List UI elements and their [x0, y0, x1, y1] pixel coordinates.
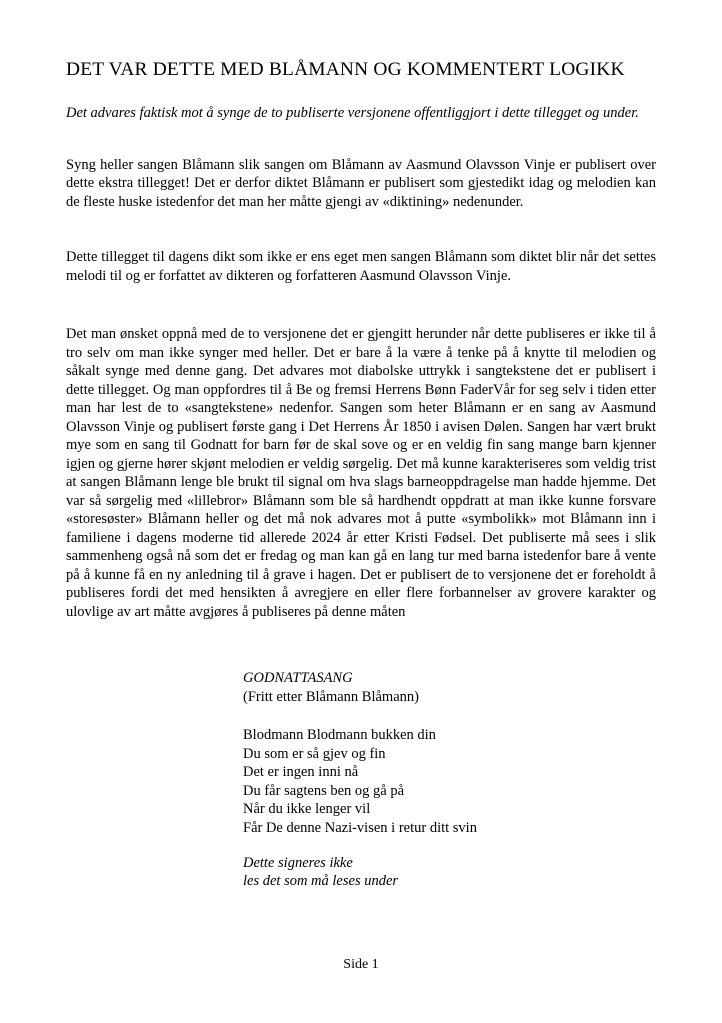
page-number: Side 1: [343, 957, 379, 972]
verse-line: Du får sagtens ben og gå på: [243, 782, 405, 799]
poem-block: [243, 669, 656, 891]
verse-line: Når du ikke lenger vil: [243, 801, 371, 818]
verse-line: Det er ingen inni nå: [243, 764, 359, 781]
poem-attribution: (Fritt etter Blåmann Blåmann): [243, 688, 419, 705]
poem-heading: GODNATTASANG: [243, 670, 353, 686]
body-paragraph-2: Dette tillegget til dagens dikt som ikke er ens eget men sangen Blåmann som diktet blir når det settes melodi til og er forfattet av dikteren og forfatteren Aasmund Olavsson Vinje.: [66, 249, 656, 284]
verse-line: Du som er så gjev og fin: [243, 745, 386, 762]
document-subtitle: Det advares faktisk mot å synge de to publiserte versjonene offentliggjort i dette tillegget og under.: [66, 105, 639, 121]
verse-line: Får De denne Nazi-visen i retur ditt svin: [243, 819, 477, 836]
closing-line: les det som må leses under: [243, 873, 399, 890]
document-content: [66, 0, 656, 891]
closing-line: Dette signeres ikke: [243, 854, 353, 871]
body-paragraph-3: Det man ønsket oppnå med de to versjonene det er gjengitt herunder når dette publiseres er ikke til å tro selv om man ikke synger med heller. Det er bare å la være å tenke på å knytte til melodien og såkalt synge med denne gang. Det advares mot diabolske uttrykk i sangtekstene det er publisert i dette tillegget. Og man oppfordres til å Be og fremsi Herrens Bønn FaderVår for seg selv i tiden etter man har lest de to «sangtekstene» nedenfor. Sangen som heter Blåmann er en sang av Aasmund Olavsson Vinje og publisert første gang i Det Herrens År 1850 i avisen Dølen. Sangen har vært brukt mye som en sang til Godnatt for barn før de skal sove og er en veldig fin sang mange barn kjenner igjen og gjerne hører skjønt melodien er veldig sørgelig. Det må kunne karakteriseres som veldig trist at sangen Blåmann lenge ble brukt til signal om hva slags barneoppdragelse man hadde hjemme. Det var så sørgelig med «lillebror» Blåmann som ble så hardhendt oppdratt at man ikke kunne forsvare «storesøster» Blåmann heller og det må nok advares mot å putte «symbolikk» mot Blåmann inn i familiene i dagens moderne tid allerede 2024 år etter Kristi Fødsel. Det publiserte må sees i slik sammenheng også nå som det er fredag og man kan gå en lang tur med barna istedenfor bare å vente på å kunne få en ny anledning til å grave i hagen. Det er publisert de to versjonene det er foreholdt å publiseres fordi det med hensikten å avregjere en eller flere forbannelser av grovere karakter og ulovlige av art måtte avgjøres å publiseres på denne måten: [66, 326, 656, 620]
poem-verse: [243, 726, 656, 838]
body-paragraph-1: Syng heller sangen Blåmann slik sangen om Blåmann av Aasmund Olavsson Vinje er publisert over dette ekstra tillegget! Det er derfor diktet Blåmann er publisert som gjestedikt idag og melodien kan de fleste huske istedenfor det man her måtte gjengi av «diktining» nedenunder.: [66, 156, 656, 210]
page-title: DET VAR DETTE MED BLÅMANN OG KOMMENTERT LOGIKK: [66, 59, 625, 80]
verse-line: Blodmann Blodmann bukken din: [243, 727, 436, 743]
poem-closing: [243, 854, 656, 891]
